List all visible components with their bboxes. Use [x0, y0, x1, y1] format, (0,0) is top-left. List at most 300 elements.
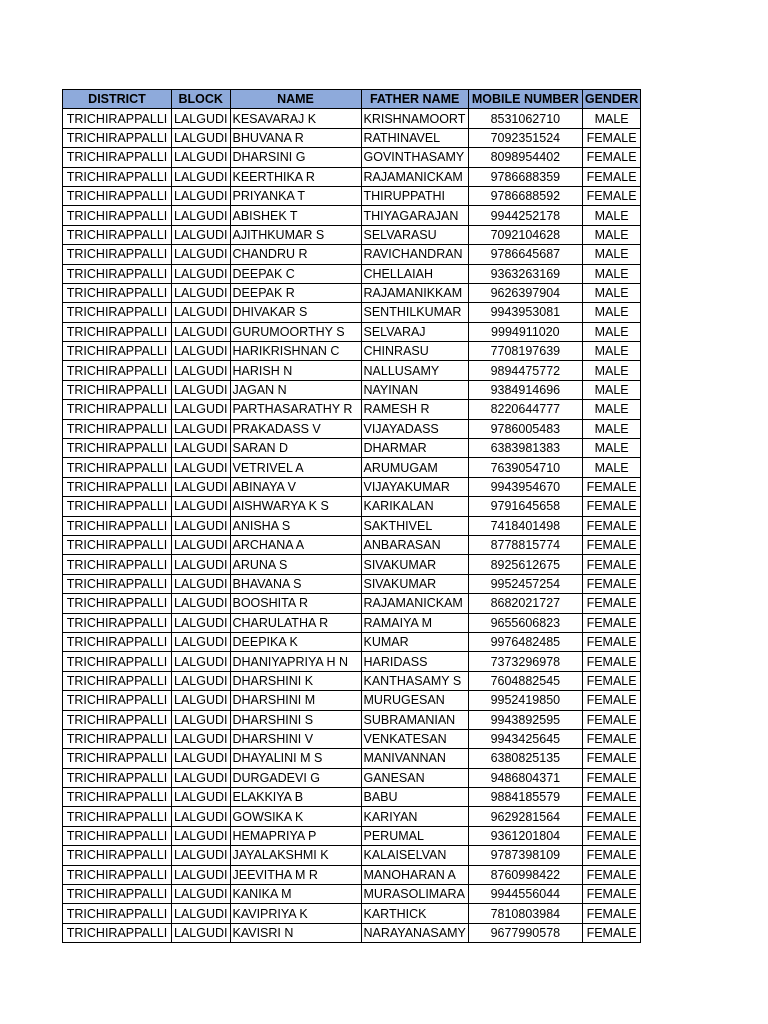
table-row — [63, 865, 641, 884]
cell-district: TRICHIRAPPALLI — [63, 128, 172, 147]
cell-father-name: BABU — [361, 788, 468, 807]
cell-father-name: VENKATESAN — [361, 729, 468, 748]
cell-gender: MALE — [582, 109, 640, 128]
cell-father-name: KARIYAN — [361, 807, 468, 826]
header-district: DISTRICT — [63, 90, 172, 109]
table-row — [63, 788, 641, 807]
cell-name: DHIVAKAR S — [230, 303, 361, 322]
cell-block: LALGUDI — [172, 807, 231, 826]
cell-mobile-number: 9677990578 — [468, 923, 582, 942]
cell-gender: MALE — [582, 245, 640, 264]
cell-mobile-number: 9952419850 — [468, 691, 582, 710]
table-row — [63, 632, 641, 651]
header-row — [63, 90, 641, 109]
cell-mobile-number: 9943953081 — [468, 303, 582, 322]
table-row — [63, 380, 641, 399]
cell-gender: FEMALE — [582, 885, 640, 904]
cell-district: TRICHIRAPPALLI — [63, 380, 172, 399]
cell-district: TRICHIRAPPALLI — [63, 264, 172, 283]
cell-mobile-number: 9629281564 — [468, 807, 582, 826]
table-row — [63, 109, 641, 128]
cell-gender: MALE — [582, 361, 640, 380]
cell-block: LALGUDI — [172, 245, 231, 264]
cell-father-name: SELVARAJ — [361, 322, 468, 341]
cell-mobile-number: 9943425645 — [468, 729, 582, 748]
cell-father-name: RAMAIYA M — [361, 613, 468, 632]
table-row — [63, 245, 641, 264]
cell-block: LALGUDI — [172, 768, 231, 787]
cell-name: HARIKRISHNAN C — [230, 342, 361, 361]
cell-name: KANIKA M — [230, 885, 361, 904]
cell-father-name: MURUGESAN — [361, 691, 468, 710]
cell-block: LALGUDI — [172, 671, 231, 690]
cell-name: DHAYALINI M S — [230, 749, 361, 768]
cell-district: TRICHIRAPPALLI — [63, 632, 172, 651]
cell-block: LALGUDI — [172, 846, 231, 865]
cell-gender: MALE — [582, 206, 640, 225]
cell-district: TRICHIRAPPALLI — [63, 186, 172, 205]
cell-name: CHARULATHA R — [230, 613, 361, 632]
cell-district: TRICHIRAPPALLI — [63, 923, 172, 942]
cell-father-name: ANBARASAN — [361, 535, 468, 554]
cell-block: LALGUDI — [172, 516, 231, 535]
cell-name: PARTHASARATHY R — [230, 400, 361, 419]
cell-father-name: SAKTHIVEL — [361, 516, 468, 535]
table-row — [63, 594, 641, 613]
cell-gender: MALE — [582, 400, 640, 419]
cell-gender: FEMALE — [582, 826, 640, 845]
cell-mobile-number: 9626397904 — [468, 283, 582, 302]
table-row — [63, 283, 641, 302]
cell-father-name: RAJAMANIKKAM — [361, 283, 468, 302]
cell-name: BHUVANA R — [230, 128, 361, 147]
table-row — [63, 923, 641, 942]
table-row — [63, 477, 641, 496]
cell-gender: FEMALE — [582, 148, 640, 167]
cell-gender: MALE — [582, 380, 640, 399]
cell-gender: MALE — [582, 322, 640, 341]
cell-district: TRICHIRAPPALLI — [63, 342, 172, 361]
cell-district: TRICHIRAPPALLI — [63, 691, 172, 710]
header-father-name: FATHER NAME — [361, 90, 468, 109]
cell-name: ANISHA S — [230, 516, 361, 535]
cell-district: TRICHIRAPPALLI — [63, 206, 172, 225]
table-row — [63, 148, 641, 167]
cell-mobile-number: 9786005483 — [468, 419, 582, 438]
cell-district: TRICHIRAPPALLI — [63, 555, 172, 574]
cell-gender: FEMALE — [582, 807, 640, 826]
cell-district: TRICHIRAPPALLI — [63, 729, 172, 748]
cell-block: LALGUDI — [172, 904, 231, 923]
cell-mobile-number: 9361201804 — [468, 826, 582, 845]
cell-district: TRICHIRAPPALLI — [63, 148, 172, 167]
cell-district: TRICHIRAPPALLI — [63, 516, 172, 535]
header-mobile-number: MOBILE NUMBER — [468, 90, 582, 109]
cell-gender: FEMALE — [582, 594, 640, 613]
cell-mobile-number: 8220644777 — [468, 400, 582, 419]
table-row — [63, 167, 641, 186]
cell-gender: MALE — [582, 342, 640, 361]
cell-district: TRICHIRAPPALLI — [63, 245, 172, 264]
cell-name: KEERTHIKA R — [230, 167, 361, 186]
cell-block: LALGUDI — [172, 380, 231, 399]
cell-mobile-number: 9976482485 — [468, 632, 582, 651]
cell-name: DHANIYAPRIYA H N — [230, 652, 361, 671]
cell-mobile-number: 6383981383 — [468, 439, 582, 458]
cell-father-name: THIRUPPATHI — [361, 186, 468, 205]
table-row — [63, 729, 641, 748]
cell-district: TRICHIRAPPALLI — [63, 749, 172, 768]
cell-name: PRAKADASS V — [230, 419, 361, 438]
cell-gender: MALE — [582, 225, 640, 244]
cell-gender: FEMALE — [582, 167, 640, 186]
cell-father-name: THIYAGARAJAN — [361, 206, 468, 225]
cell-block: LALGUDI — [172, 729, 231, 748]
cell-district: TRICHIRAPPALLI — [63, 303, 172, 322]
cell-name: VETRIVEL A — [230, 458, 361, 477]
cell-gender: FEMALE — [582, 729, 640, 748]
cell-name: AISHWARYA K S — [230, 497, 361, 516]
table-row — [63, 128, 641, 147]
cell-block: LALGUDI — [172, 885, 231, 904]
cell-block: LALGUDI — [172, 419, 231, 438]
cell-father-name: NAYINAN — [361, 380, 468, 399]
cell-gender: FEMALE — [582, 535, 640, 554]
cell-gender: FEMALE — [582, 613, 640, 632]
cell-father-name: NARAYANASAMY — [361, 923, 468, 942]
cell-district: TRICHIRAPPALLI — [63, 788, 172, 807]
cell-name: DHARSHINI V — [230, 729, 361, 748]
cell-name: CHANDRU R — [230, 245, 361, 264]
cell-father-name: KANTHASAMY S — [361, 671, 468, 690]
table-row — [63, 342, 641, 361]
cell-mobile-number: 9944252178 — [468, 206, 582, 225]
cell-gender: MALE — [582, 458, 640, 477]
cell-block: LALGUDI — [172, 109, 231, 128]
table-row — [63, 458, 641, 477]
cell-district: TRICHIRAPPALLI — [63, 497, 172, 516]
cell-gender: FEMALE — [582, 632, 640, 651]
cell-district: TRICHIRAPPALLI — [63, 768, 172, 787]
cell-name: ARCHANA A — [230, 535, 361, 554]
table-row — [63, 535, 641, 554]
cell-father-name: SIVAKUMAR — [361, 555, 468, 574]
cell-gender: MALE — [582, 419, 640, 438]
cell-district: TRICHIRAPPALLI — [63, 535, 172, 554]
cell-name: ABINAYA V — [230, 477, 361, 496]
cell-father-name: ARUMUGAM — [361, 458, 468, 477]
cell-district: TRICHIRAPPALLI — [63, 652, 172, 671]
cell-block: LALGUDI — [172, 303, 231, 322]
cell-father-name: SELVARASU — [361, 225, 468, 244]
cell-name: DEEPIKA K — [230, 632, 361, 651]
cell-block: LALGUDI — [172, 652, 231, 671]
cell-block: LALGUDI — [172, 923, 231, 942]
table-row — [63, 749, 641, 768]
cell-mobile-number: 7373296978 — [468, 652, 582, 671]
cell-block: LALGUDI — [172, 865, 231, 884]
table-row — [63, 400, 641, 419]
cell-block: LALGUDI — [172, 167, 231, 186]
cell-district: TRICHIRAPPALLI — [63, 594, 172, 613]
cell-district: TRICHIRAPPALLI — [63, 477, 172, 496]
cell-mobile-number: 8531062710 — [468, 109, 582, 128]
cell-name: DEEPAK R — [230, 283, 361, 302]
cell-block: LALGUDI — [172, 439, 231, 458]
cell-gender: FEMALE — [582, 923, 640, 942]
cell-name: KAVIPRIYA K — [230, 904, 361, 923]
cell-father-name: MURASOLIMARA — [361, 885, 468, 904]
cell-block: LALGUDI — [172, 342, 231, 361]
cell-district: TRICHIRAPPALLI — [63, 710, 172, 729]
cell-mobile-number: 8760998422 — [468, 865, 582, 884]
cell-block: LALGUDI — [172, 555, 231, 574]
cell-block: LALGUDI — [172, 283, 231, 302]
table-row — [63, 497, 641, 516]
cell-mobile-number: 9884185579 — [468, 788, 582, 807]
cell-district: TRICHIRAPPALLI — [63, 283, 172, 302]
cell-mobile-number: 7708197639 — [468, 342, 582, 361]
cell-block: LALGUDI — [172, 613, 231, 632]
cell-gender: FEMALE — [582, 904, 640, 923]
cell-block: LALGUDI — [172, 128, 231, 147]
cell-block: LALGUDI — [172, 322, 231, 341]
cell-block: LALGUDI — [172, 749, 231, 768]
cell-father-name: MANOHARAN A — [361, 865, 468, 884]
cell-gender: MALE — [582, 439, 640, 458]
cell-mobile-number: 9786688359 — [468, 167, 582, 186]
cell-block: LALGUDI — [172, 497, 231, 516]
table-row — [63, 691, 641, 710]
cell-gender: FEMALE — [582, 749, 640, 768]
cell-name: DHARSINI G — [230, 148, 361, 167]
cell-mobile-number: 9787398109 — [468, 846, 582, 865]
cell-block: LALGUDI — [172, 400, 231, 419]
table-row — [63, 264, 641, 283]
cell-name: GURUMOORTHY S — [230, 322, 361, 341]
cell-gender: FEMALE — [582, 768, 640, 787]
cell-mobile-number: 9655606823 — [468, 613, 582, 632]
table-row — [63, 303, 641, 322]
cell-district: TRICHIRAPPALLI — [63, 419, 172, 438]
cell-mobile-number: 7092351524 — [468, 128, 582, 147]
cell-block: LALGUDI — [172, 206, 231, 225]
table-row — [63, 322, 641, 341]
cell-name: DHARSHINI S — [230, 710, 361, 729]
cell-block: LALGUDI — [172, 574, 231, 593]
cell-block: LALGUDI — [172, 632, 231, 651]
cell-district: TRICHIRAPPALLI — [63, 458, 172, 477]
table-row — [63, 419, 641, 438]
header-block: BLOCK — [172, 90, 231, 109]
cell-father-name: CHELLAIAH — [361, 264, 468, 283]
cell-block: LALGUDI — [172, 477, 231, 496]
table-row — [63, 555, 641, 574]
cell-mobile-number: 8682021727 — [468, 594, 582, 613]
table-row — [63, 826, 641, 845]
cell-district: TRICHIRAPPALLI — [63, 109, 172, 128]
header-gender: GENDER — [582, 90, 640, 109]
cell-name: JEEVITHA M R — [230, 865, 361, 884]
cell-block: LALGUDI — [172, 691, 231, 710]
cell-father-name: SUBRAMANIAN — [361, 710, 468, 729]
cell-gender: FEMALE — [582, 516, 640, 535]
cell-mobile-number: 7092104628 — [468, 225, 582, 244]
table-row — [63, 652, 641, 671]
cell-district: TRICHIRAPPALLI — [63, 400, 172, 419]
cell-gender: FEMALE — [582, 846, 640, 865]
cell-mobile-number: 9486804371 — [468, 768, 582, 787]
table-row — [63, 710, 641, 729]
cell-gender: MALE — [582, 283, 640, 302]
cell-mobile-number: 7418401498 — [468, 516, 582, 535]
cell-district: TRICHIRAPPALLI — [63, 807, 172, 826]
cell-name: DHARSHINI K — [230, 671, 361, 690]
cell-mobile-number: 7604882545 — [468, 671, 582, 690]
student-table — [62, 89, 641, 943]
cell-father-name: DHARMAR — [361, 439, 468, 458]
cell-father-name: PERUMAL — [361, 826, 468, 845]
cell-father-name: KUMAR — [361, 632, 468, 651]
cell-gender: FEMALE — [582, 574, 640, 593]
table-row — [63, 768, 641, 787]
cell-gender: FEMALE — [582, 671, 640, 690]
cell-name: ELAKKIYA B — [230, 788, 361, 807]
cell-father-name: KRISHNAMOORT — [361, 109, 468, 128]
table-row — [63, 225, 641, 244]
cell-district: TRICHIRAPPALLI — [63, 826, 172, 845]
cell-block: LALGUDI — [172, 710, 231, 729]
cell-father-name: RAMESH R — [361, 400, 468, 419]
table-row — [63, 516, 641, 535]
cell-mobile-number: 9952457254 — [468, 574, 582, 593]
table-row — [63, 846, 641, 865]
table-body — [63, 109, 641, 943]
cell-district: TRICHIRAPPALLI — [63, 167, 172, 186]
cell-district: TRICHIRAPPALLI — [63, 904, 172, 923]
cell-father-name: KALAISELVAN — [361, 846, 468, 865]
cell-gender: FEMALE — [582, 710, 640, 729]
cell-name: AJITHKUMAR S — [230, 225, 361, 244]
cell-gender: FEMALE — [582, 788, 640, 807]
cell-block: LALGUDI — [172, 788, 231, 807]
cell-district: TRICHIRAPPALLI — [63, 225, 172, 244]
cell-father-name: KARTHICK — [361, 904, 468, 923]
cell-name: BHAVANA S — [230, 574, 361, 593]
cell-district: TRICHIRAPPALLI — [63, 865, 172, 884]
cell-father-name: MANIVANNAN — [361, 749, 468, 768]
cell-name: HARISH N — [230, 361, 361, 380]
cell-gender: FEMALE — [582, 186, 640, 205]
table-row — [63, 206, 641, 225]
cell-district: TRICHIRAPPALLI — [63, 613, 172, 632]
cell-block: LALGUDI — [172, 361, 231, 380]
cell-block: LALGUDI — [172, 826, 231, 845]
cell-father-name: HARIDASS — [361, 652, 468, 671]
cell-father-name: VIJAYADASS — [361, 419, 468, 438]
cell-name: DURGADEVI G — [230, 768, 361, 787]
cell-mobile-number: 9994911020 — [468, 322, 582, 341]
cell-district: TRICHIRAPPALLI — [63, 361, 172, 380]
cell-father-name: CHINRASU — [361, 342, 468, 361]
table-row — [63, 904, 641, 923]
cell-district: TRICHIRAPPALLI — [63, 846, 172, 865]
cell-gender: FEMALE — [582, 691, 640, 710]
cell-mobile-number: 8925612675 — [468, 555, 582, 574]
cell-mobile-number: 7639054710 — [468, 458, 582, 477]
cell-name: PRIYANKA T — [230, 186, 361, 205]
header-name: NAME — [230, 90, 361, 109]
cell-block: LALGUDI — [172, 458, 231, 477]
cell-mobile-number: 8778815774 — [468, 535, 582, 554]
cell-mobile-number: 7810803984 — [468, 904, 582, 923]
cell-father-name: RAJAMANICKAM — [361, 594, 468, 613]
table-row — [63, 807, 641, 826]
cell-block: LALGUDI — [172, 186, 231, 205]
cell-block: LALGUDI — [172, 535, 231, 554]
cell-gender: FEMALE — [582, 477, 640, 496]
cell-mobile-number: 9786645687 — [468, 245, 582, 264]
cell-name: KESAVARAJ K — [230, 109, 361, 128]
cell-father-name: NALLUSAMY — [361, 361, 468, 380]
cell-name: KAVISRI N — [230, 923, 361, 942]
cell-father-name: RAVICHANDRAN — [361, 245, 468, 264]
cell-block: LALGUDI — [172, 594, 231, 613]
cell-gender: FEMALE — [582, 865, 640, 884]
cell-district: TRICHIRAPPALLI — [63, 439, 172, 458]
cell-father-name: RAJAMANICKAM — [361, 167, 468, 186]
table-row — [63, 671, 641, 690]
cell-district: TRICHIRAPPALLI — [63, 885, 172, 904]
cell-gender: FEMALE — [582, 128, 640, 147]
cell-block: LALGUDI — [172, 264, 231, 283]
cell-mobile-number: 8098954402 — [468, 148, 582, 167]
cell-name: ARUNA S — [230, 555, 361, 574]
table-row — [63, 885, 641, 904]
cell-name: SARAN D — [230, 439, 361, 458]
cell-name: GOWSIKA K — [230, 807, 361, 826]
cell-mobile-number: 9943892595 — [468, 710, 582, 729]
cell-father-name: SENTHILKUMAR — [361, 303, 468, 322]
cell-father-name: RATHINAVEL — [361, 128, 468, 147]
cell-gender: FEMALE — [582, 497, 640, 516]
cell-name: JAYALAKSHMI K — [230, 846, 361, 865]
cell-gender: FEMALE — [582, 555, 640, 574]
cell-mobile-number: 9943954670 — [468, 477, 582, 496]
cell-name: JAGAN N — [230, 380, 361, 399]
cell-district: TRICHIRAPPALLI — [63, 322, 172, 341]
cell-name: ABISHEK T — [230, 206, 361, 225]
cell-name: DHARSHINI M — [230, 691, 361, 710]
cell-name: BOOSHITA R — [230, 594, 361, 613]
cell-block: LALGUDI — [172, 225, 231, 244]
cell-district: TRICHIRAPPALLI — [63, 671, 172, 690]
cell-father-name: GANESAN — [361, 768, 468, 787]
cell-mobile-number: 9363263169 — [468, 264, 582, 283]
table-row — [63, 574, 641, 593]
cell-name: DEEPAK C — [230, 264, 361, 283]
cell-mobile-number: 9894475772 — [468, 361, 582, 380]
cell-mobile-number: 6380825135 — [468, 749, 582, 768]
table-row — [63, 361, 641, 380]
cell-mobile-number: 9786688592 — [468, 186, 582, 205]
cell-mobile-number: 9944556044 — [468, 885, 582, 904]
table-row — [63, 186, 641, 205]
cell-mobile-number: 9791645658 — [468, 497, 582, 516]
table-row — [63, 439, 641, 458]
cell-gender: FEMALE — [582, 652, 640, 671]
cell-father-name: GOVINTHASAMY — [361, 148, 468, 167]
